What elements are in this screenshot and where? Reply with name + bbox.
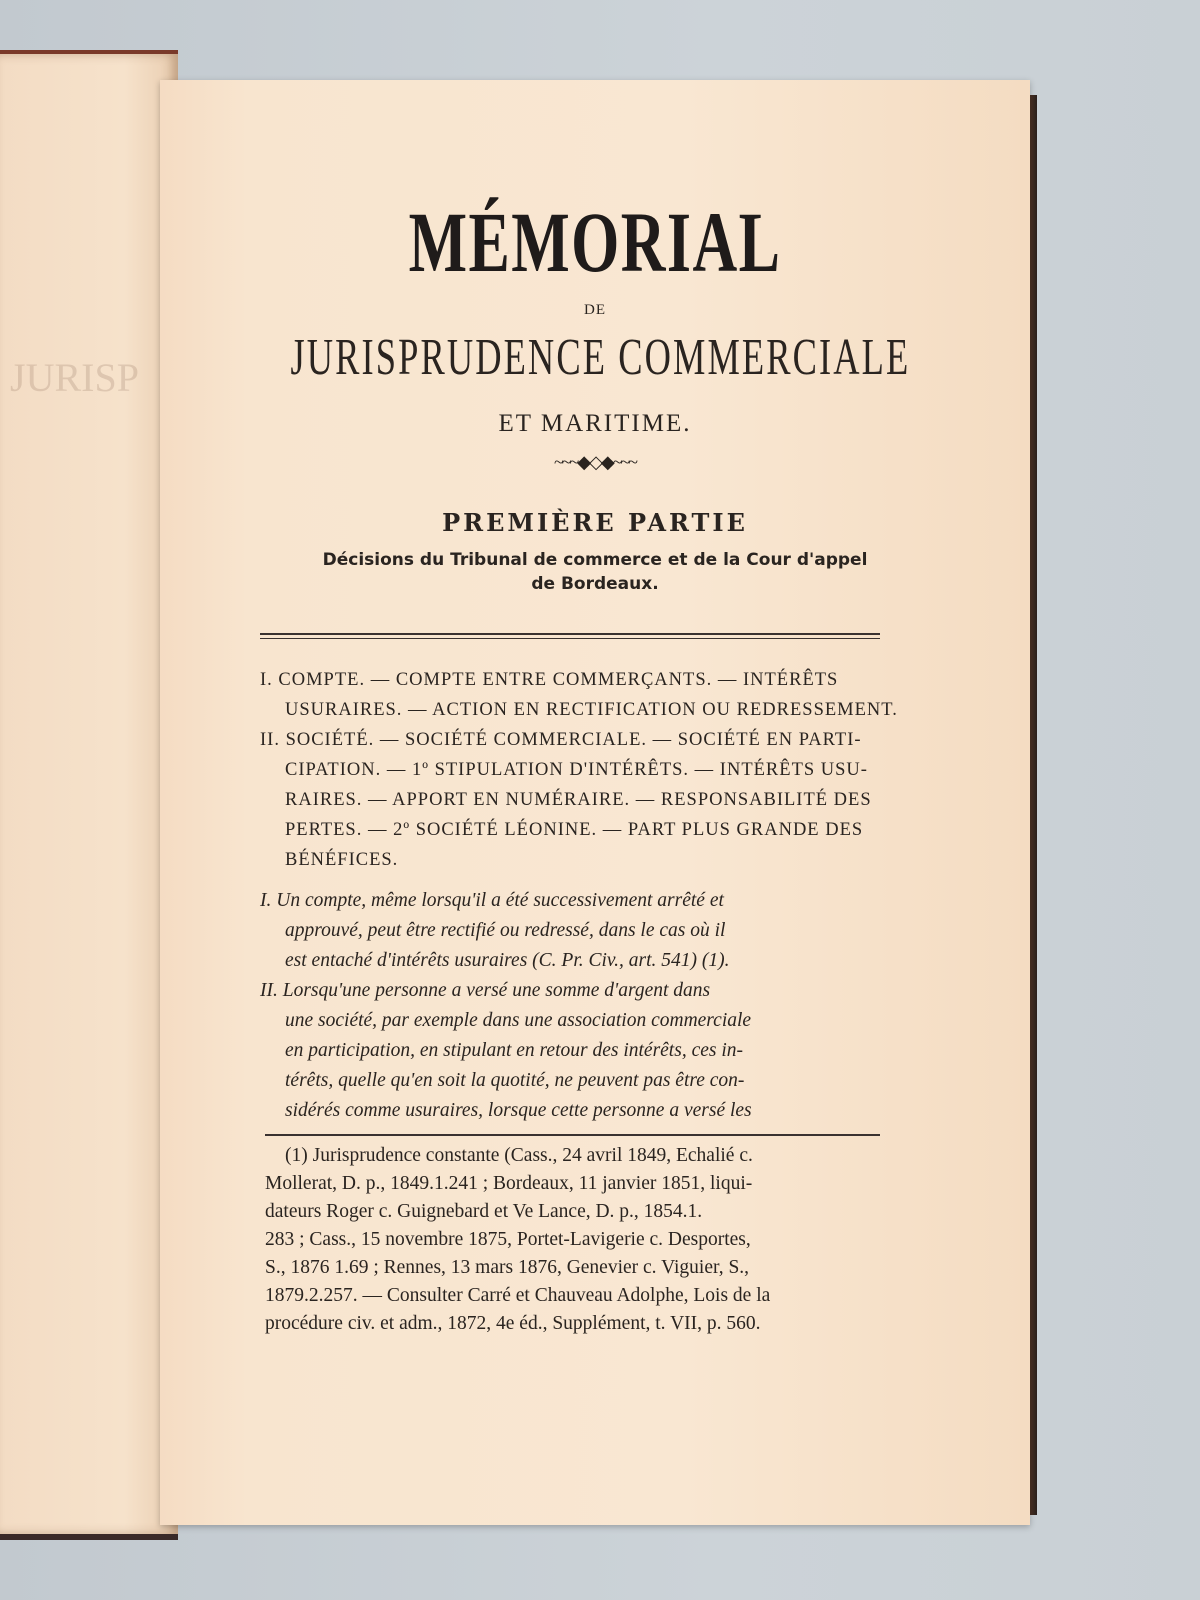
holding-line: est entaché d'intérêts usuraires (C. Pr. Civ., art. 541) (1).: [285, 950, 730, 971]
holding-line: II. Lorsqu'une personne a versé une somme d'argent dans: [260, 980, 711, 1001]
divider-rule: [260, 638, 880, 639]
decisions-line: de Bordeaux.: [531, 574, 659, 594]
page-title: MÉMORIAL: [408, 194, 782, 290]
holding-line: sidérés comme usuraires, lorsque cette personne a versé les: [285, 1100, 752, 1121]
footnote-line: dateurs Roger c. Guignebard et Ve Lance, D. p., 1854.1.: [265, 1201, 703, 1222]
summary-line: I. COMPTE. — COMPTE ENTRE COMMERÇANTS. — INTÉRÊTS: [260, 670, 839, 690]
holding-line: en participation, en stipulant en retour des intérêts, ces in-: [285, 1040, 744, 1061]
summary-line: RAIRES. — APPORT EN NUMÉRAIRE. — RESPONSABILITÉ DES: [285, 790, 872, 810]
footnote-rule: [265, 1134, 880, 1136]
decisions-line: Décisions du Tribunal de commerce et de la Cour d'appel: [322, 550, 868, 570]
bleed-through-text: JURISP: [10, 355, 139, 400]
right-page: [160, 80, 1030, 1525]
footnote-line: Mollerat, D. p., 1849.1.241 ; Bordeaux, 11 janvier 1851, liqui-: [265, 1173, 753, 1194]
part-heading: PREMIÈRE PARTIE: [442, 508, 748, 537]
title-connector: DE: [584, 302, 606, 318]
footnote-line: procédure civ. et adm., 1872, 4e éd., Supplément, t. VII, p. 560.: [265, 1313, 761, 1334]
summary-line: CIPATION. — 1º STIPULATION D'INTÉRÊTS. — INTÉRÊTS USU-: [285, 760, 868, 780]
summary-line: BÉNÉFICES.: [285, 850, 399, 870]
holding-line: térêts, quelle qu'en soit la quotité, ne peuvent pas être con-: [285, 1070, 745, 1091]
holding-line: une société, par exemple dans une association commerciale: [285, 1010, 752, 1031]
summary-line: USURAIRES. — ACTION EN RECTIFICATION OU REDRESSEMENT.: [285, 700, 898, 720]
ornament-divider: ~~~◆◇◆~~~: [554, 452, 636, 472]
left-page: [0, 50, 178, 1540]
divider-rule: [260, 633, 880, 635]
subtitle: JURISPRUDENCE COMMERCIALE: [290, 329, 911, 386]
footnote-line: 1879.2.257. — Consulter Carré et Chauveau Adolphe, Lois de la: [265, 1285, 771, 1306]
holding-line: approuvé, peut être rectifié ou redressé, dans le cas où il: [285, 920, 726, 941]
footnote-line: 283 ; Cass., 15 novembre 1875, Portet-Lavigerie c. Desportes,: [265, 1229, 751, 1250]
footnote-line: (1) Jurisprudence constante (Cass., 24 avril 1849, Echalié c.: [285, 1145, 753, 1166]
footnote-line: S., 1876 1.69 ; Rennes, 13 mars 1876, Genevier c. Viguier, S.,: [265, 1257, 750, 1278]
holding-line: I. Un compte, même lorsqu'il a été successivement arrêté et: [260, 890, 724, 911]
subtitle-2: ET MARITIME.: [498, 410, 692, 437]
summary-line: PERTES. — 2º SOCIÉTÉ LÉONINE. — PART PLUS GRANDE DES: [285, 820, 864, 840]
summary-line: II. SOCIÉTÉ. — SOCIÉTÉ COMMERCIALE. — SOCIÉTÉ EN PARTI-: [260, 730, 862, 750]
